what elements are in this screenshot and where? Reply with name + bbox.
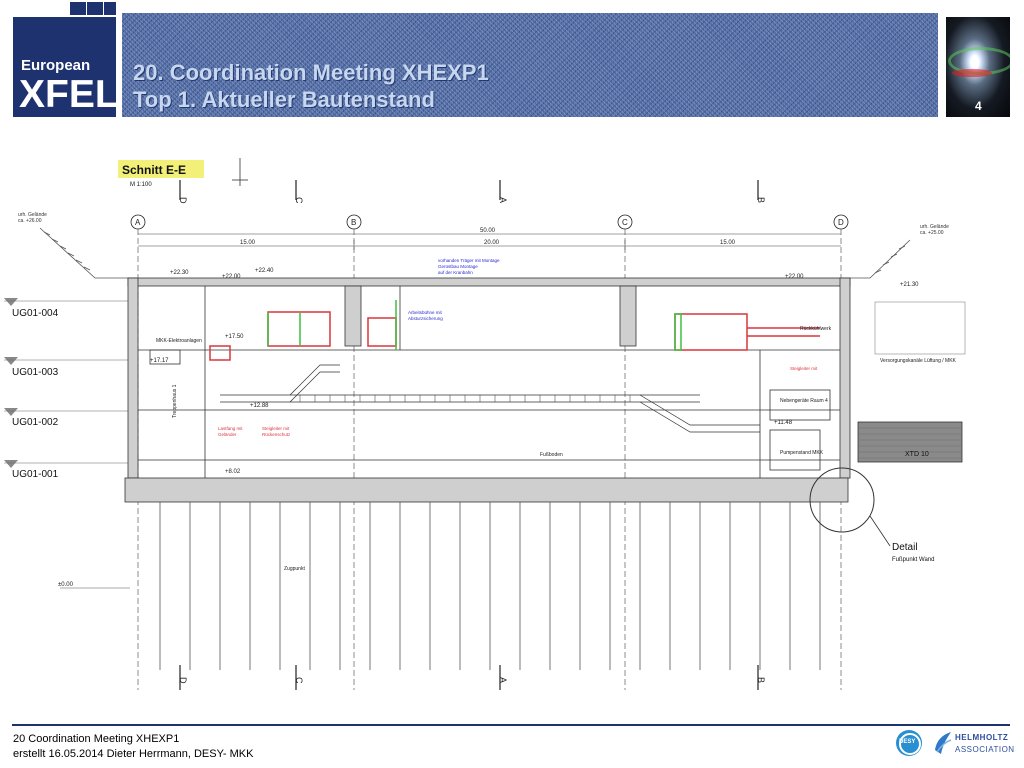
helmholtz-name: HELMHOLTZ [955,733,1009,742]
european-xfel-logo [13,17,119,117]
bottom-marker-a: A [498,677,508,684]
logo-square-1 [70,2,86,15]
axis-markers [131,215,848,229]
svg-text:Gerüstbau Montage: Gerüstbau Montage [438,264,478,269]
svg-text:Arbeitsbühne mit: Arbeitsbühne mit [408,310,442,315]
span-dimension-1: 15.00 [240,240,256,246]
elevation-0-00: ±0.00 [58,582,73,588]
svg-text:Lastfang mit: Lastfang mit [218,426,243,431]
platform-highlights [210,300,820,360]
logo-xfel-text: XFEL [19,73,119,116]
desy-label: DESY [899,739,916,745]
level-ug01-004: UG01-004 [12,308,59,319]
svg-text:Geländer: Geländer [218,432,237,437]
foundation-piles [160,502,820,670]
room-zugpunkt: Zugpunkt [284,566,305,572]
level-ug01-002: UG01-002 [12,417,59,428]
tunnel-label: XTD 10 [905,451,929,458]
axis-d: D [838,218,844,227]
elevation-22-00-left: +22.00 [222,274,241,280]
elevation-21-30: +21.30 [900,282,919,288]
axis-c: C [622,218,628,227]
ground-right-label: urh. Gelände ca. +25.00 [920,224,949,236]
room-nebengeraete: Nebengeräte Raum 4 [780,398,828,404]
logo-european-text: European [21,57,91,74]
elevation-17-50: +17.50 [225,334,244,340]
span-dimension-3: 15.00 [720,240,736,246]
section-drawing [0,150,1024,720]
room-pumpenstand: Pumpenstand MKK [780,450,824,456]
elevation-17-17: +17.17 [150,358,169,364]
footer-meeting: 20 Coordination Meeting XHEXP1 [13,733,180,745]
elevation-11-48: +11.48 [774,420,793,426]
slide-title-line1: 20. Coordination Meeting XHEXP1 [133,60,489,85]
helmholtz-association: ASSOCIATION [955,745,1015,754]
room-treppenhaus: Treppenhaus 1 [172,384,178,418]
level-ug01-001: UG01-001 [12,469,59,480]
elevation-22-30: +22.30 [170,270,189,276]
section-title: Schnitt E-E [122,163,187,177]
svg-text:Rückenschutz: Rückenschutz [262,432,291,437]
top-marker-b: B [756,197,766,204]
axis-a: A [135,218,141,227]
elevation-22-00-right: +22.00 [785,274,804,280]
span-dimension-2: 20.00 [484,240,500,246]
total-dimension: 50.00 [480,228,496,234]
detail-title: Detail [892,542,918,553]
top-section-markers [178,180,766,204]
top-marker-d: D [178,197,188,204]
svg-text:Steigleiter mit: Steigleiter mit [262,426,290,431]
bottom-marker-c: C [294,677,304,684]
bottom-marker-b: B [756,677,766,684]
svg-text:Absturzsicherung: Absturzsicherung [408,316,443,321]
axis-b: B [351,218,357,227]
svg-text:auf der Kranbahn: auf der Kranbahn [438,270,473,275]
tunnel-xtd10 [858,422,962,462]
elevation-8-02: +8.02 [225,469,241,475]
footer-author: erstellt 16.05.2014 Dieter Herrmann, DESY- MKK [13,748,254,760]
elevation-22-40: +22.40 [255,268,274,274]
level-ug01-003: UG01-003 [12,367,59,378]
slide-title-line2: Top 1. Aktueller Bautenstand [133,87,435,112]
room-rueckkuehlwerk: Rückkühlwerk [800,326,832,332]
level-markers [4,298,130,480]
bottom-marker-d: D [178,677,188,684]
footer-divider [12,724,1010,726]
photo-red-glow [952,69,992,77]
logo-square-3 [104,2,116,15]
room-mkk: MKK-Elektroanlagen [156,338,202,344]
top-marker-c: C [294,197,304,204]
svg-text:Steigleiter mit: Steigleiter mit [790,366,818,371]
svg-text:vorhanden Träger mit Montage: vorhanden Träger mit Montage [438,258,500,263]
helmholtz-icon [933,730,953,756]
top-marker-a: A [498,197,508,204]
section-scale: M 1:100 [130,182,152,188]
detail-subtitle: Fußpunkt Wand [892,557,935,563]
slide-number: 4 [975,99,982,113]
svg-text:Versorgungskanäle Lüftung / MK: Versorgungskanäle Lüftung / MKK [880,358,956,364]
logo-square-2 [87,2,103,15]
room-fussboden: Fußboden [540,452,563,458]
ground-left-label: urh. Gelände ca. +26.00 [18,212,47,224]
bottom-section-markers [178,665,766,690]
elevation-12-88: +12.88 [250,403,269,409]
